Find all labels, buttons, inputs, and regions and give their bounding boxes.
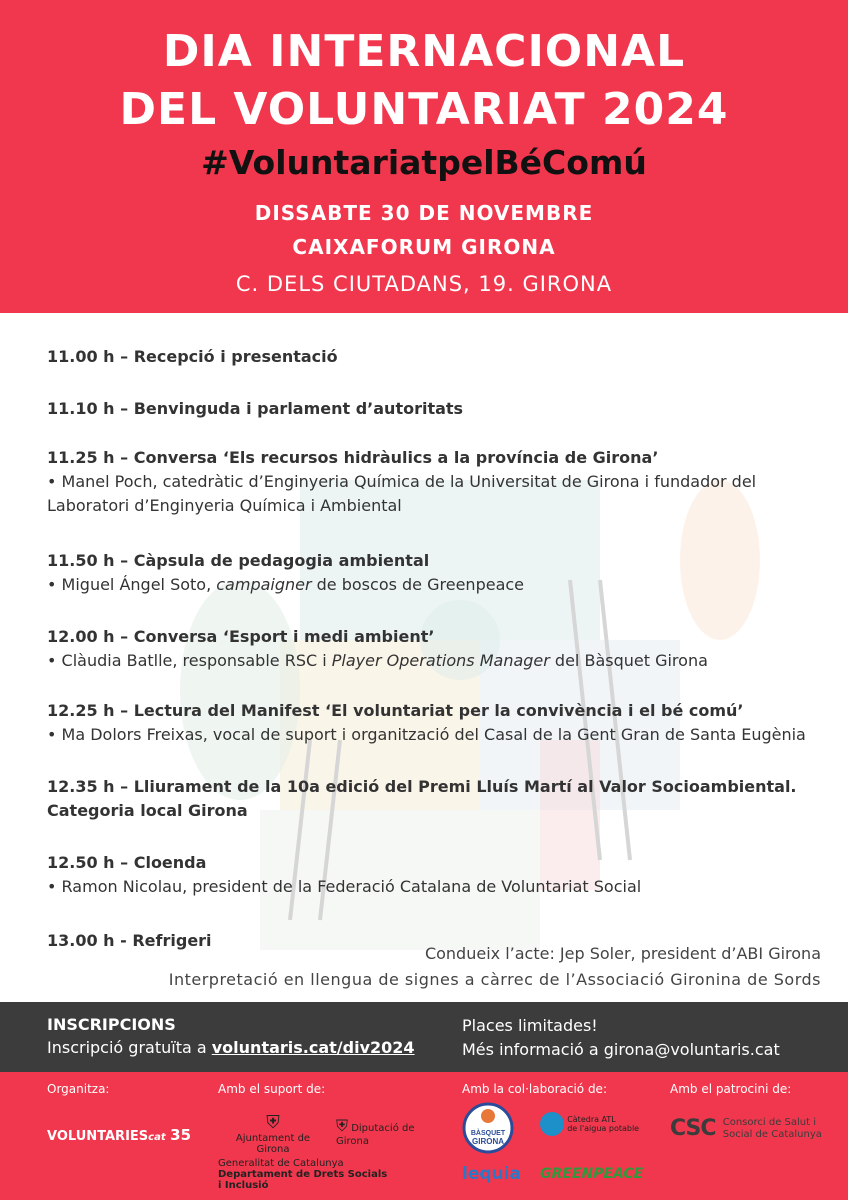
registration-text	[47, 1036, 415, 1060]
diputacio-girona-logo	[336, 1116, 446, 1147]
speaker-text: Clàudia Batlle, responsable RSC i	[61, 651, 332, 670]
csc-mark: CSC	[670, 1116, 716, 1141]
speaker-text: del Bàsquet Girona	[549, 651, 708, 670]
basquet-logo-text-2: GIRONA	[472, 1137, 504, 1146]
program-item-title: 12.25 h – Lectura del Manifest ‘El voluntariat per la convivència i el bé comú’	[47, 701, 744, 720]
program-item	[47, 775, 827, 823]
program-item-title: 12.35 h – Lliurament de la 10a edició del Premi Lluís Martí al Valor Socioambiental.	[47, 777, 797, 796]
program-item-title: 11.00 h – Recepció i presentació	[47, 347, 338, 366]
support-label: Amb el suport de:	[218, 1082, 326, 1096]
program-item-title: 11.50 h – Càpsula de pedagogia ambiental	[47, 551, 430, 570]
program-item-description	[47, 573, 827, 597]
bullet: •	[47, 725, 57, 744]
lequia-logo: lequia	[462, 1164, 521, 1184]
speaker-text: Ma Dolors Freixas, vocal de suport i organització del Casal de la Gent Gran de Santa Eugènia	[61, 725, 806, 744]
speaker-text: Miguel Ángel Soto,	[61, 575, 217, 594]
greenpeace-logo: GREENPEACE	[540, 1166, 644, 1182]
speaker-text: Ramon Nicolau, president de la Federació Catalana de Voluntariat Social	[61, 877, 642, 896]
bullet: •	[47, 651, 57, 670]
ajuntament-logo-text: Ajuntament de Girona	[235, 1133, 311, 1155]
csc-logo-text-2: Social de Catalunya	[722, 1128, 822, 1140]
registration-bar	[0, 1002, 848, 1072]
voluntaries-logo-text: VOLUNTARIES	[47, 1129, 149, 1144]
program-item-description	[47, 723, 827, 747]
csc-logo-text-1: Consorci de Salut i	[722, 1116, 816, 1128]
program-item-title: 11.25 h – Conversa ‘Els recursos hidràulics a la província de Girona’	[47, 448, 659, 467]
speaker-text: Manel Poch, catedràtic d’Enginyeria Química de la Universitat de Girona i fundador del Laboratori d’Enginyeria Química i Ambiental	[47, 472, 757, 515]
registration-left	[47, 1014, 415, 1060]
program-item-title-line2: Categoria local Girona	[47, 801, 248, 820]
program-item-description	[47, 649, 827, 673]
diputacio-logo-text: Diputació de Girona	[336, 1123, 415, 1147]
program-item	[47, 397, 827, 421]
host-credit: Condueix l’acte: Jep Soler, president d’ABI Girona	[424, 944, 821, 963]
event-title-line2: DEL VOLUNTARIAT 2024	[119, 84, 729, 135]
event-address: C. DELS CIUTADANS, 19. GIRONA	[235, 272, 613, 296]
generalitat-logo-text: Generalitat de Catalunya	[218, 1158, 344, 1169]
generalitat-dept-text: Departament de Drets Socials	[218, 1169, 388, 1180]
bullet: •	[47, 575, 57, 594]
speaker-role-italic: Player Operations Manager	[331, 651, 550, 670]
speaker-text: de boscos de Greenpeace	[311, 575, 525, 594]
consorci-salut-logo	[670, 1116, 822, 1141]
event-hashtag: #VoluntariatpelBéComú	[201, 143, 647, 182]
voluntaries-logo	[47, 1126, 191, 1144]
voluntaries-logo-num: 35	[170, 1126, 192, 1144]
generalitat-logo	[218, 1158, 398, 1191]
basquet-logo-text-1: BÀSQUET	[470, 1130, 506, 1137]
sign-language-credit: Interpretació en llengua de signes a càrrec de l’Associació Gironina de Sords	[168, 970, 821, 989]
registration-title: INSCRIPCIONS	[47, 1015, 176, 1034]
voluntaries-logo-sub: cat	[148, 1132, 166, 1143]
program-item-title: 12.50 h – Cloenda	[47, 853, 207, 872]
coat-of-arms-icon: ⛨	[266, 1112, 280, 1133]
basquet-girona-logo	[462, 1102, 514, 1157]
coat-of-arms-icon: ⛨	[336, 1116, 349, 1135]
ajuntament-girona-logo	[218, 1112, 328, 1155]
registration-link[interactable]: voluntaris.cat/div2024	[211, 1038, 415, 1057]
event-venue: CAIXAFORUM GIRONA	[292, 235, 556, 259]
catedra-logo-text-1: Càtedra ATL	[567, 1115, 616, 1124]
sponsorship-label: Amb el patrocini de:	[670, 1082, 792, 1096]
program-item-description	[47, 470, 827, 518]
more-info-email[interactable]: Més informació a girona@voluntaris.cat	[462, 1040, 780, 1059]
program-item-description	[47, 875, 827, 899]
basquet-girona-badge-icon	[462, 1102, 514, 1154]
organizer-label: Organitza:	[47, 1082, 110, 1096]
event-date: DISSABTE 30 DE NOVEMBRE	[254, 201, 594, 225]
catedra-atl-logo	[540, 1112, 660, 1136]
program-item-title: 13.00 h - Refrigeri	[47, 931, 212, 950]
registration-right	[462, 1014, 780, 1062]
speaker-role-italic: campaigner	[216, 575, 312, 594]
program-item	[47, 549, 827, 597]
limited-places: Places limitades!	[462, 1016, 598, 1035]
program-item	[47, 345, 827, 369]
generalitat-dept-text-2: i Inclusió	[218, 1180, 269, 1191]
program-item	[47, 851, 827, 899]
program-item	[47, 625, 827, 673]
program-item	[47, 699, 827, 747]
header-banner	[0, 0, 848, 313]
program-item	[47, 446, 827, 518]
program-item-title: 12.00 h – Conversa ‘Esport i medi ambient’	[47, 627, 435, 646]
catedra-logo-text-2: de l'aigua potable	[567, 1124, 640, 1133]
collaboration-label: Amb la col·laboració de:	[462, 1082, 607, 1096]
bullet: •	[47, 472, 57, 491]
event-title-line1: DIA INTERNACIONAL	[162, 26, 686, 77]
water-drop-icon	[540, 1112, 564, 1136]
sponsors-footer	[0, 1072, 848, 1200]
program-item-title: 11.10 h – Benvinguda i parlament d’autoritats	[47, 399, 464, 418]
registration-label: Inscripció gratuïta a	[47, 1038, 212, 1057]
bullet: •	[47, 877, 57, 896]
